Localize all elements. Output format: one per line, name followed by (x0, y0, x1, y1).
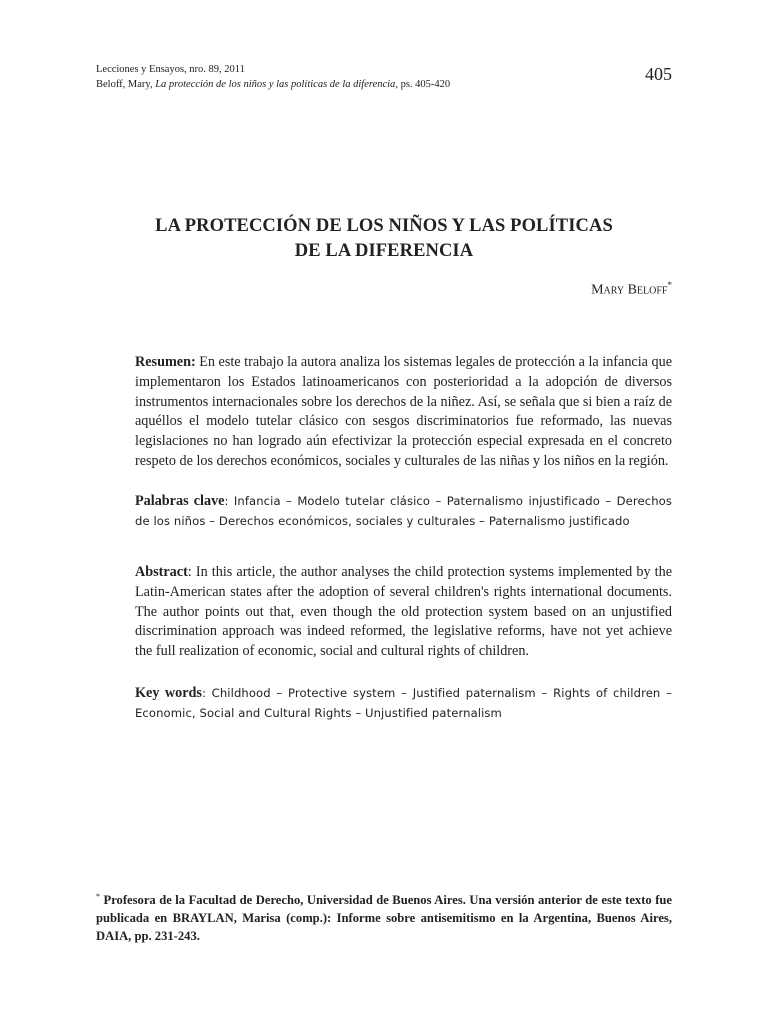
author-footnote-mark: * (667, 280, 672, 290)
footnote-mark: * (96, 892, 100, 901)
abstract-paragraph (135, 563, 672, 662)
citation-title: La protección de los niños y las políticas de la diferencia (155, 79, 396, 90)
author-name: Mary Beloff (591, 282, 668, 298)
author-byline (591, 280, 672, 299)
author-footnote (96, 888, 672, 945)
key-words-label: Key words (135, 685, 202, 701)
key-words-text: : Childhood – Protective system – Justified paternalism – Rights of children – Economic, Social and Cultural Rights – Unjustified paternalism (135, 686, 672, 720)
palabras-clave-paragraph (135, 492, 672, 532)
citation-author: Beloff, Mary, (96, 79, 156, 90)
title-line-2: DE LA DIFERENCIA (294, 241, 474, 261)
key-words-paragraph (135, 684, 672, 724)
palabras-clave-label: Palabras clave (135, 493, 225, 509)
journal-line: Lecciones y Ensayos, nro. 89, 2011 (96, 64, 245, 75)
palabras-clave-text: : Infancia – Modelo tutelar clásico – Paternalismo injustificado – Derechos de los niños – Derechos económicos, sociales y culturales – Paternalismo justificado (135, 494, 672, 528)
resumen-paragraph (135, 353, 672, 472)
citation-line (96, 77, 676, 92)
running-header (96, 62, 676, 92)
footnote-text: Profesora de la Facultad de Derecho, Universidad de Buenos Aires. Una versión anterior de este texto fue publicada en BRAYLAN, Marisa (comp.): Informe sobre antisemitismo en la Argentina, Buenos Aires, DAIA, pp. 231-243. (96, 893, 672, 944)
citation-pages: , ps. 405-420 (395, 79, 451, 90)
article-title (96, 214, 672, 264)
page-number: 405 (645, 64, 672, 84)
resumen-label: Resumen: (135, 354, 196, 370)
abstract-label: Abstract (135, 564, 188, 580)
title-line-1: LA PROTECCIÓN DE LOS NIÑOS Y LAS POLÍTICAS (155, 216, 613, 236)
abstract-text: : In this article, the author analyses the child protection systems implemented by the Latin-American states after the adoption of several children's rights international documents. The author points out that, even though the old protection system based on an unjustified discrimination approach was indeed reformed, the legislative reforms, have not yet achieve the full realization of economic, social and cultural rights of children. (135, 564, 672, 660)
resumen-text: En este trabajo la autora analiza los sistemas legales de protección a la infancia que implementaron los Estados latinoamericanos con posterioridad a la adopción de diversos instrumentos internacionales sobre los derechos de la niñez. Así, se señala que si bien a raíz de aquéllos el modelo tutelar clásico con sesgos discriminatorios fue reformado, las nuevas legislaciones no han logrado aún efectivizar la protección especial expresada en el concreto respeto de los derechos económicos, sociales y culturales de las niñas y los niños en la región. (135, 354, 672, 469)
